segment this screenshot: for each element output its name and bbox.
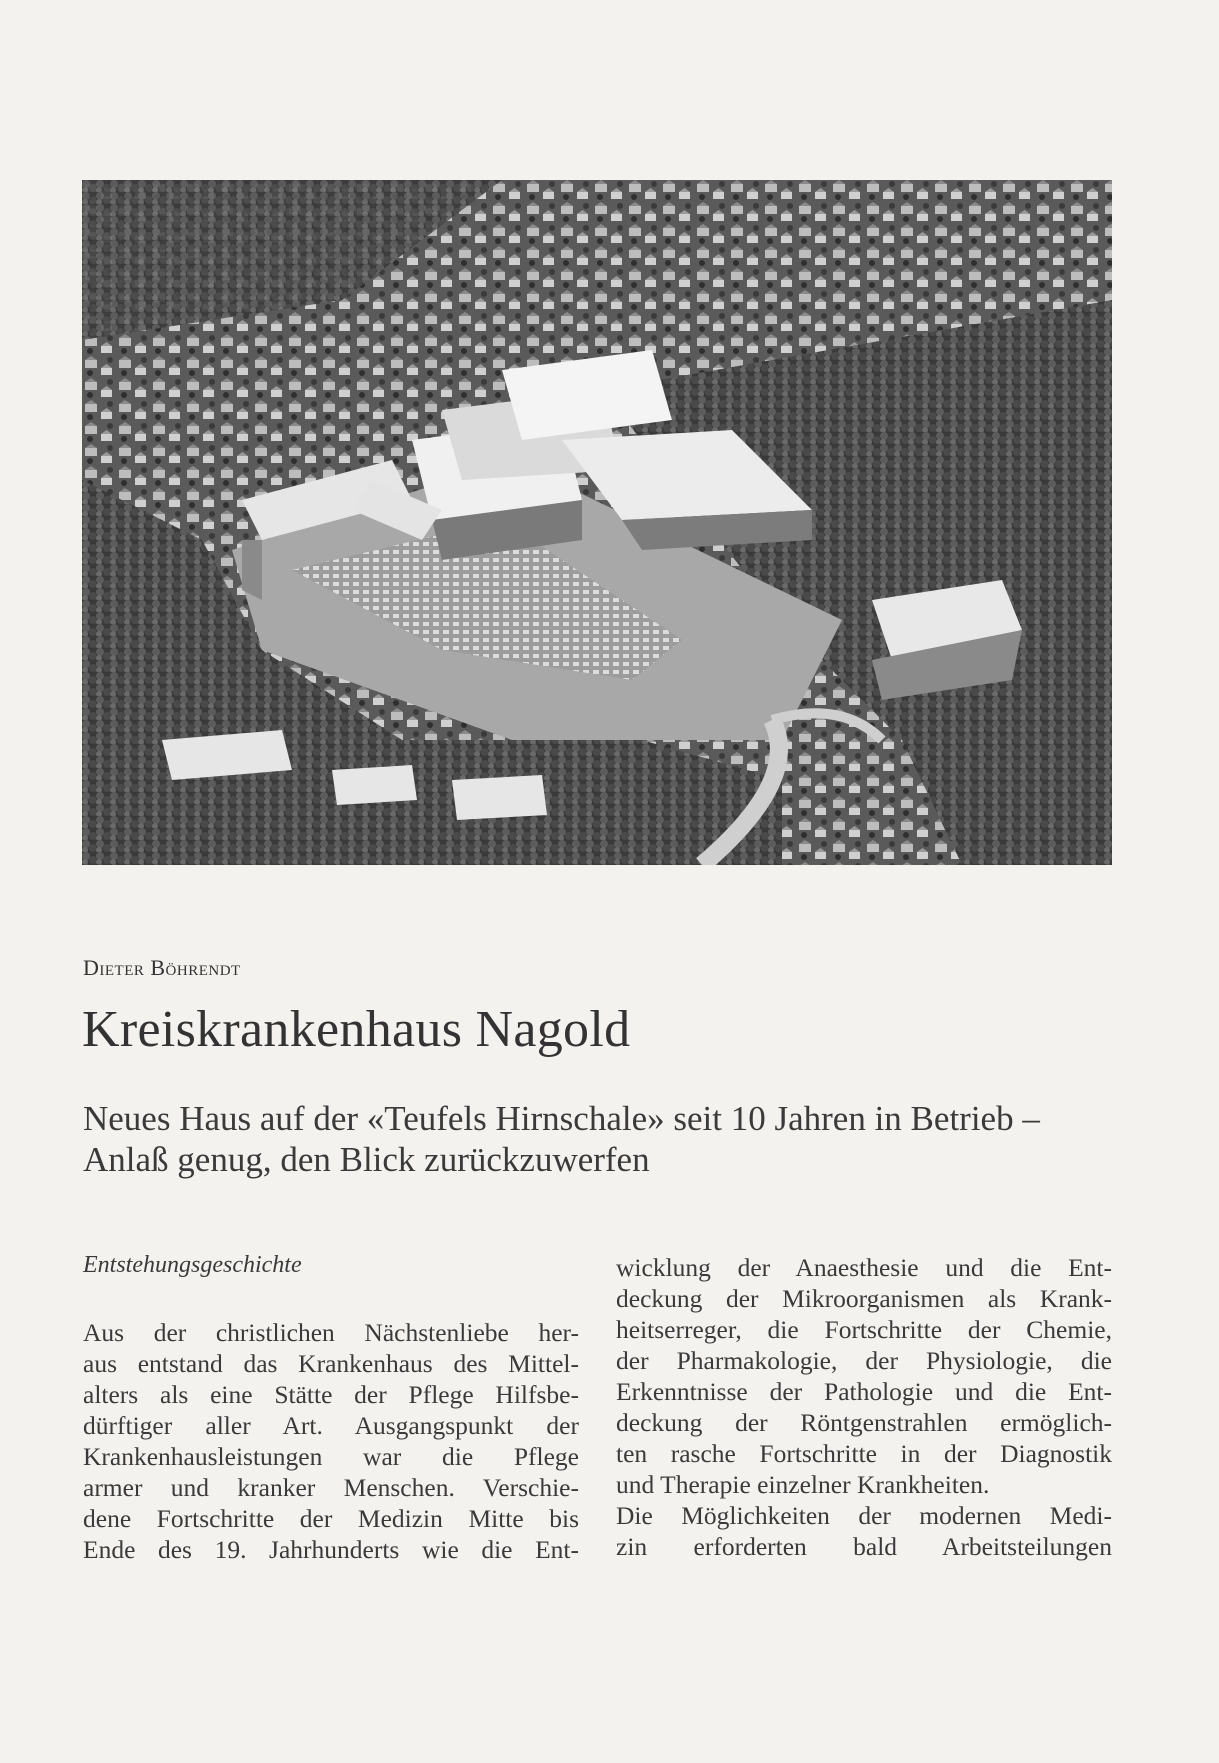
- right-column: [616, 1252, 1112, 1562]
- article-title: Kreiskrankenhaus Nagold: [82, 1001, 631, 1058]
- body-line: deckung der Mikroorganismen als Krank-: [616, 1284, 1112, 1313]
- body-line: Erkenntnisse der Pathologie und die Ent-: [616, 1377, 1112, 1406]
- body-line: wicklung der Anaesthesie und die Ent-: [616, 1253, 1112, 1282]
- left-column-body: [83, 1317, 579, 1565]
- author-name: Dieter Böhrendt: [83, 955, 241, 980]
- body-line: zin erforderten bald Arbeitsteilungen: [616, 1532, 1112, 1561]
- aerial-photo-drawing: [82, 180, 1112, 865]
- body-line: und Therapie einzelner Krankheiten.: [616, 1470, 990, 1499]
- body-line: der Pharmakologie, der Physiologie, die: [616, 1346, 1112, 1375]
- body-line: armer und kranker Menschen. Verschie-: [83, 1473, 579, 1502]
- body-line: Aus der christlichen Nächstenliebe her-: [83, 1318, 579, 1347]
- left-column: [83, 1250, 579, 1565]
- hospital-aerial-photo: [82, 180, 1112, 865]
- body-line: ten rasche Fortschritte in der Diagnostik: [616, 1439, 1112, 1468]
- body-line: heitserreger, die Fortschritte der Chemie,: [616, 1315, 1112, 1344]
- body-line: Ende des 19. Jahrhunderts wie die Ent-: [83, 1535, 579, 1564]
- body-line: aus entstand das Krankenhaus des Mittel-: [83, 1349, 579, 1378]
- body-line: dürftiger aller Art. Ausgangspunkt der: [83, 1411, 579, 1440]
- section-heading: Entstehungsgeschichte: [83, 1252, 302, 1278]
- article-subtitle: Neues Haus auf der «Teufels Hirnschale» seit 10 Jahren in Betrieb – Anlaß genug, den Blick zurückzuwerfen: [83, 1099, 1040, 1179]
- body-line: Die Möglichkeiten der modernen Medi-: [616, 1501, 1112, 1530]
- body-line: deckung der Röntgenstrahlen ermöglich-: [616, 1408, 1112, 1437]
- body-line: Krankenhausleistungen war die Pflege: [83, 1442, 579, 1471]
- body-line: alters als eine Stätte der Pflege Hilfsbe-: [83, 1380, 579, 1409]
- body-line: dene Fortschritte der Medizin Mitte bis: [83, 1504, 579, 1533]
